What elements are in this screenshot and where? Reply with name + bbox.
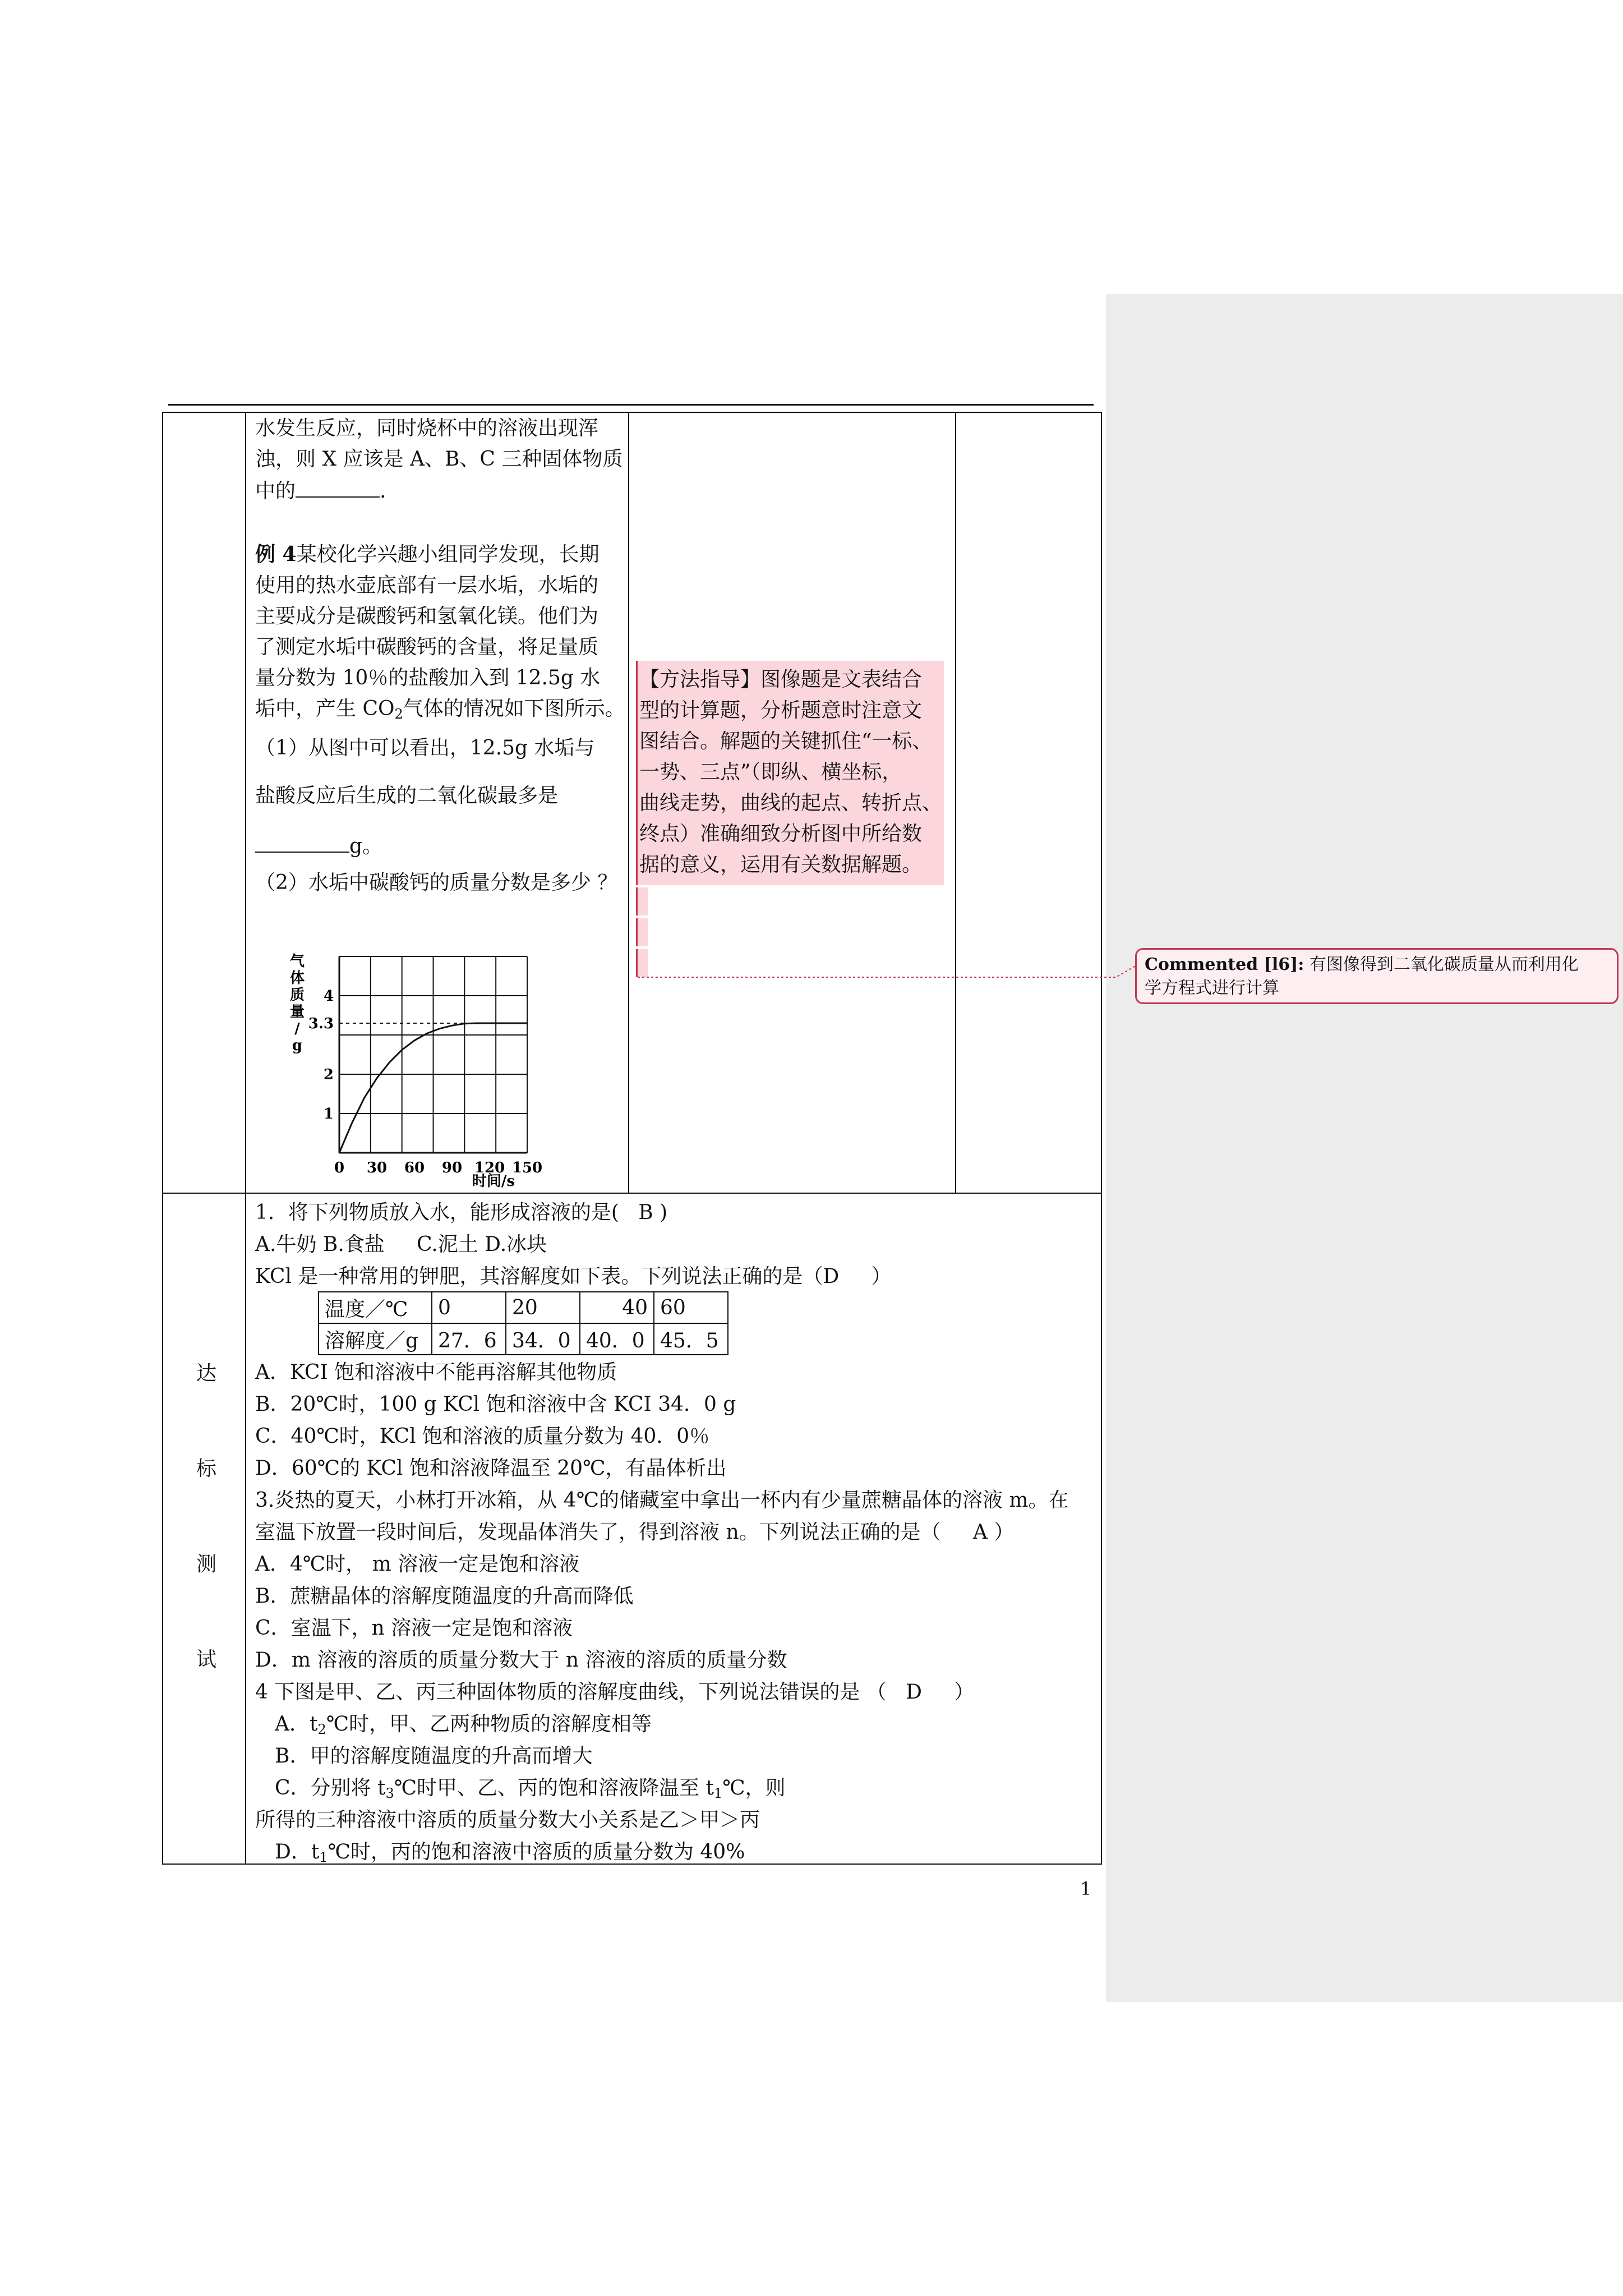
q4c-post: ℃，则 bbox=[722, 1777, 786, 1800]
method-line: 型的计算题，分析题意时注意文 bbox=[639, 699, 923, 722]
quiz-q2-option: A．KCI 饱和溶液中不能再溶解其他物质 bbox=[255, 1361, 617, 1384]
y-tick-label: 4 bbox=[323, 988, 334, 1005]
quiz-q4-option-b: B．甲的溶解度随温度的升高而增大 bbox=[275, 1745, 593, 1768]
top-cell-line bbox=[255, 474, 386, 507]
quiz-q3-line: 3.炎热的夏天，小林打开冰箱，从 4℃的储藏室中拿出一杯内有少量蔗糖晶体的溶液 m。在 bbox=[255, 1489, 1069, 1512]
method-line: 终点）准确细致分析图中所给数 bbox=[639, 822, 923, 845]
quiz-q2: KCl 是一种常用的钾肥，其溶解度如下表。下列说法正确的是（D ） bbox=[255, 1265, 892, 1288]
co2-pre: 垢中，产生 CO bbox=[255, 697, 395, 720]
method-line: 据的意义，运用有关数据解题。 bbox=[639, 853, 923, 876]
method-line: 【方法指导】图像题是文表结合 bbox=[639, 668, 923, 691]
quiz-q3-line: C．室温下，n 溶液一定是饱和溶液 bbox=[255, 1617, 573, 1640]
side-label-char: 标 bbox=[196, 1457, 217, 1480]
question-1-line: 盐酸反应后生成的二氧化碳最多是 bbox=[255, 784, 559, 807]
q4c-mid: ℃时甲、乙、丙的饱和溶液降温至 t bbox=[394, 1777, 714, 1800]
q4d-pre: D．t bbox=[275, 1841, 320, 1864]
empty-highlight bbox=[636, 887, 648, 915]
col-divider bbox=[955, 412, 956, 1194]
col-divider bbox=[628, 412, 629, 1194]
example4-first-line bbox=[255, 539, 600, 570]
y-axis-label-char: g bbox=[292, 1037, 303, 1054]
y-axis-label-char: 量 bbox=[289, 1004, 305, 1020]
quiz-q4-option-d bbox=[275, 1836, 745, 1874]
q4a-post: ℃时，甲、乙两种物质的溶解度相等 bbox=[326, 1713, 652, 1736]
method-line: 一势、三点”（即纵、横坐标， bbox=[639, 761, 902, 784]
example4-line: 主要成分是碳酸钙和氢氧化镁。他们为 bbox=[255, 605, 599, 628]
q1-unit: g。 bbox=[349, 835, 383, 858]
y-axis-label-char: 质 bbox=[289, 987, 305, 1004]
table-cell: 0 bbox=[432, 1292, 506, 1323]
q4d-post: ℃时，丙的饱和溶液中溶质的质量分数为 40% bbox=[328, 1841, 745, 1864]
quiz-q4-option-c-cont: 所得的三种溶液中溶质的质量分数大小关系是乙＞甲＞丙 bbox=[255, 1809, 760, 1832]
example-text: 某校化学兴趣小组同学发现，长期 bbox=[296, 543, 600, 566]
co2-chart bbox=[280, 948, 543, 1206]
table-cell: 45．5 bbox=[654, 1323, 728, 1355]
comment-text: 有图像得到二氧化碳质量从而利用化 bbox=[1309, 955, 1579, 974]
q4c-sub2: 1 bbox=[713, 1786, 723, 1801]
comment-box[interactable] bbox=[1135, 948, 1619, 1004]
y-axis-label-char: 体 bbox=[289, 970, 305, 987]
q4c-pre: C．分别将 t bbox=[275, 1777, 386, 1800]
table-cell: 40 bbox=[580, 1292, 654, 1323]
side-label-char: 达 bbox=[196, 1362, 217, 1385]
method-line: 图结合。解题的关键抓住“一标、 bbox=[639, 730, 933, 753]
table-cell: 34．0 bbox=[506, 1323, 580, 1355]
example4-line: 使用的热水壶底部有一层水垢，水垢的 bbox=[255, 574, 599, 597]
chart-grid bbox=[339, 956, 527, 1153]
x-tick-label: 0 bbox=[334, 1159, 345, 1176]
example4-co2-line bbox=[255, 693, 625, 730]
table-row bbox=[319, 1323, 728, 1355]
empty-highlight bbox=[636, 918, 648, 946]
top-cell-line-text: 中的 bbox=[255, 480, 296, 503]
quiz-q3-line: A．4℃时， m 溶液一定是饱和溶液 bbox=[255, 1553, 580, 1576]
comment-label: Commented [l6]: bbox=[1145, 955, 1304, 974]
top-cell-line: 浊，则 X 应该是 A、B、C 三种固体物质 bbox=[255, 448, 623, 471]
x-axis-label: 时间/s bbox=[472, 1173, 515, 1190]
question-1-line: （1）从图中可以看出，12.5g 水垢与 bbox=[255, 737, 595, 760]
x-tick-label: 120 bbox=[474, 1159, 505, 1176]
table-cell: 20 bbox=[506, 1292, 580, 1323]
x-tick-label: 150 bbox=[511, 1159, 543, 1176]
question-2: （2）水垢中碳酸钙的质量分数是多少 ？ bbox=[255, 871, 618, 894]
page-number: 1 bbox=[1080, 1878, 1092, 1899]
header-rule bbox=[168, 404, 1094, 406]
col-divider bbox=[245, 1193, 246, 1865]
kcl-solubility-table bbox=[318, 1291, 728, 1355]
q4a-sub: 2 bbox=[317, 1722, 326, 1737]
comment-text: 学方程式进行计算 bbox=[1145, 978, 1279, 998]
y-tick-label: 2 bbox=[323, 1066, 334, 1083]
question-1-answer bbox=[255, 829, 382, 862]
table-row bbox=[319, 1292, 728, 1323]
table-cell: 60 bbox=[654, 1292, 728, 1323]
x-tick-label: 60 bbox=[404, 1159, 425, 1176]
top-cell-period: . bbox=[380, 480, 386, 503]
answer-blank bbox=[255, 829, 349, 853]
quiz-q3-line: 室温下放置一段时间后，发现晶体消失了，得到溶液 n。下列说法正确的是（ A ） bbox=[255, 1521, 1015, 1544]
answer-blank bbox=[296, 474, 380, 498]
side-label-char: 测 bbox=[196, 1553, 217, 1576]
example4-line: 量分数为 10％的盐酸加入到 12.5g 水 bbox=[255, 666, 601, 689]
side-label-char: 试 bbox=[196, 1648, 217, 1671]
y-tick-label: 1 bbox=[323, 1106, 334, 1122]
quiz-q2-option: C．40℃时，KCl 饱和溶液的质量分数为 40．0％ bbox=[255, 1425, 710, 1448]
x-tick-label: 30 bbox=[366, 1159, 388, 1176]
table-cell: 温度／℃ bbox=[319, 1292, 432, 1323]
quiz-q3-line: D．m 溶液的溶质的质量分数大于 n 溶液的溶质的质量分数 bbox=[255, 1649, 787, 1672]
y-axis-label bbox=[290, 953, 305, 1054]
q4a-pre: A．t bbox=[275, 1713, 318, 1736]
quiz-q1: 1．将下列物质放入水，能形成溶液的是( B ) bbox=[255, 1201, 668, 1224]
y-axis-label-char: 气 bbox=[289, 953, 305, 970]
y-tick-label: 3.3 bbox=[308, 1015, 334, 1032]
co2-post: 气体的情况如下图所示。 bbox=[403, 697, 625, 720]
y-tick-labels bbox=[308, 988, 334, 1122]
col-divider bbox=[245, 412, 246, 1194]
example4-line: 了测定水垢中碳酸钙的含量，将足量质 bbox=[255, 636, 599, 659]
quiz-q2-option: D．60℃的 KCl 饱和溶液降温至 20℃，有晶体析出 bbox=[255, 1457, 727, 1480]
quiz-q1-options: A.牛奶 B.食盐 C.泥土 D.冰块 bbox=[255, 1233, 547, 1256]
quiz-q3-line: B．蔗糖晶体的溶解度随温度的升高而降低 bbox=[255, 1585, 634, 1608]
q4d-sub: 1 bbox=[319, 1849, 328, 1865]
method-line: 曲线走势，曲线的起点、转折点、 bbox=[639, 792, 943, 815]
example-label: 例 4 bbox=[255, 542, 297, 566]
y-axis-label-char: / bbox=[294, 1020, 300, 1037]
quiz-q4: 4 下图是甲、乙、丙三种固体物质的溶解度曲线，下列说法错误的是 （ D ） bbox=[255, 1681, 975, 1704]
empty-highlight bbox=[636, 949, 648, 977]
comment-pane bbox=[1106, 294, 1623, 2002]
table-cell: 40．0 bbox=[580, 1323, 654, 1355]
q4c-sub1: 3 bbox=[385, 1786, 394, 1801]
quiz-q2-option: B．20℃时，100 g KCl 饱和溶液中含 KCI 34．0 g bbox=[255, 1393, 736, 1416]
x-tick-label: 90 bbox=[441, 1159, 463, 1176]
top-cell-line: 水发生反应，同时烧杯中的溶液出现浑 bbox=[255, 417, 599, 440]
table-cell: 溶解度／g bbox=[319, 1323, 432, 1355]
table-cell: 27．6 bbox=[432, 1323, 506, 1355]
co2-sub: 2 bbox=[394, 706, 403, 722]
